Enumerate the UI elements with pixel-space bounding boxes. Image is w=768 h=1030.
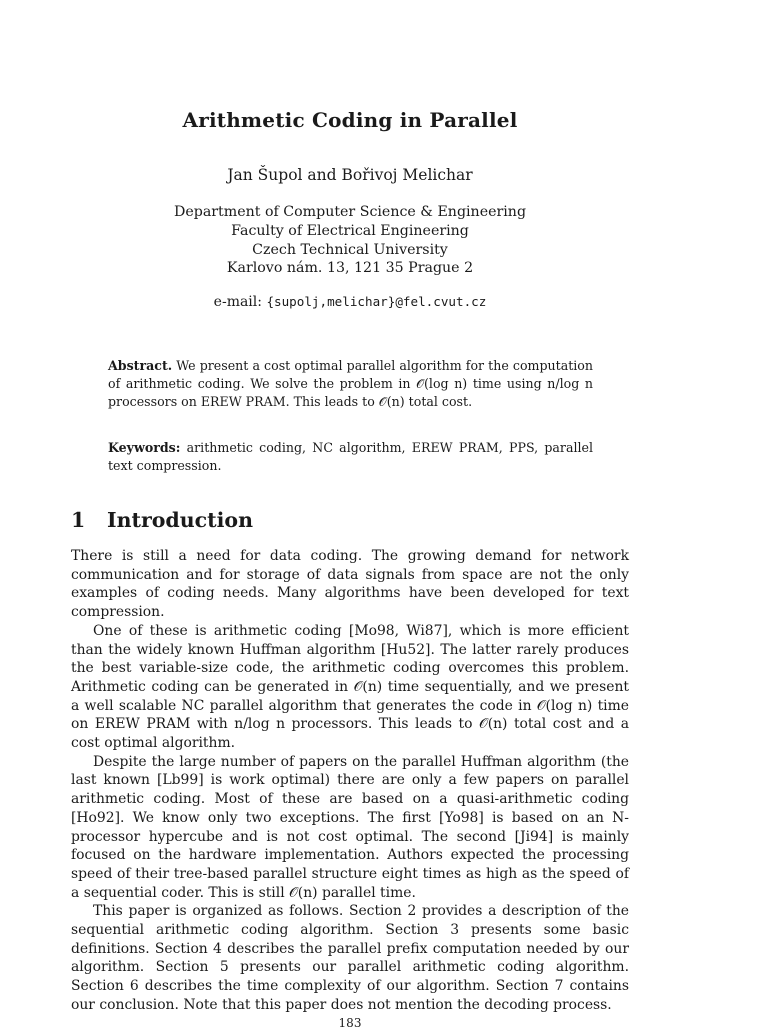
affiliation-line: Karlovo nám. 13, 121 35 Prague 2 xyxy=(226,260,474,277)
section-title: Introduction xyxy=(107,508,253,532)
affiliation-line: Department of Computer Science & Engineering xyxy=(173,204,527,220)
affiliation-line: Czech Technical University xyxy=(252,241,448,258)
affiliation-line: Faculty of Electrical Engineering xyxy=(231,222,469,239)
paper-title: Arithmetic Coding in Parallel xyxy=(182,108,518,132)
page-number: 183 xyxy=(338,1016,362,1030)
abstract xyxy=(108,357,593,411)
paragraph: One of these is arithmetic coding [Mo98, Wi87], which is more efficient than the widely known Huffman algorithm [Hu52]. The latter rarely produces the best variable-size code, the arithmetic coding overcomes this problem. Arithmetic coding can be generated in 𝒪(n) time sequentially, and we present a well scalable NC parallel algorithm that generates the code in 𝒪(log n) time on EREW PRAM with n/log n processors. This leads to 𝒪(n) total cost and a cost optimal algorithm. xyxy=(71,622,629,752)
keywords xyxy=(108,439,593,475)
section-number: 1 xyxy=(71,508,86,532)
email-address: {supolj,melichar}@fel.cvut.cz xyxy=(266,294,487,309)
paper-authors: Jan Šupol and Bořivoj Melichar xyxy=(227,166,473,184)
paragraph: There is still a need for data coding. The growing demand for network communication and for storage of data signals from space are not the only examples of coding needs. Many algorithms have been developed for text compression. xyxy=(71,548,629,621)
section-body xyxy=(71,547,629,1015)
keywords-text: arithmetic coding, NC algorithm, EREW PRAM, PPS, parallel text compression. xyxy=(108,440,593,473)
abstract-label: Abstract. xyxy=(108,358,173,373)
email-line xyxy=(0,294,700,310)
paragraph: This paper is organized as follows. Section 2 provides a description of the sequential arithmetic coding algorithm. Section 3 presents some basic definitions. Section 4 describes the parallel prefix computation needed by our algorithm. Section 5 presents our parallel arithmetic coding algorithm. Section 6 describes the time complexity of our algorithm. Section 7 contains our conclusion. Note that this paper does not mention the decoding process. xyxy=(71,903,629,1013)
affiliation-block xyxy=(0,203,700,278)
email-label: e-mail: xyxy=(213,294,267,310)
abstract-text: We present a cost optimal parallel algorithm for the computation of arithmetic coding. We solve the problem in 𝒪(log n) time using n/log n processors on EREW PRAM. This leads to 𝒪(n) total cost. xyxy=(108,358,593,409)
section-heading xyxy=(71,508,253,532)
paragraph: Despite the large number of papers on the parallel Huffman algorithm (the last known [Lb99] is work optimal) there are only a few papers on parallel arithmetic coding. Most of these are based on a quasi-arithmetic coding [Ho92]. We know only two exceptions. The first [Yo98] is based on an N-processor hypercube and is not cost optimal. The second [Ji94] is mainly focused on the hardware implementation. Authors expected the processing speed of their tree-based parallel structure eight times as high as the speed of a sequential coder. This is still 𝒪(n) parallel time. xyxy=(71,753,629,901)
keywords-label: Keywords: xyxy=(108,440,181,455)
